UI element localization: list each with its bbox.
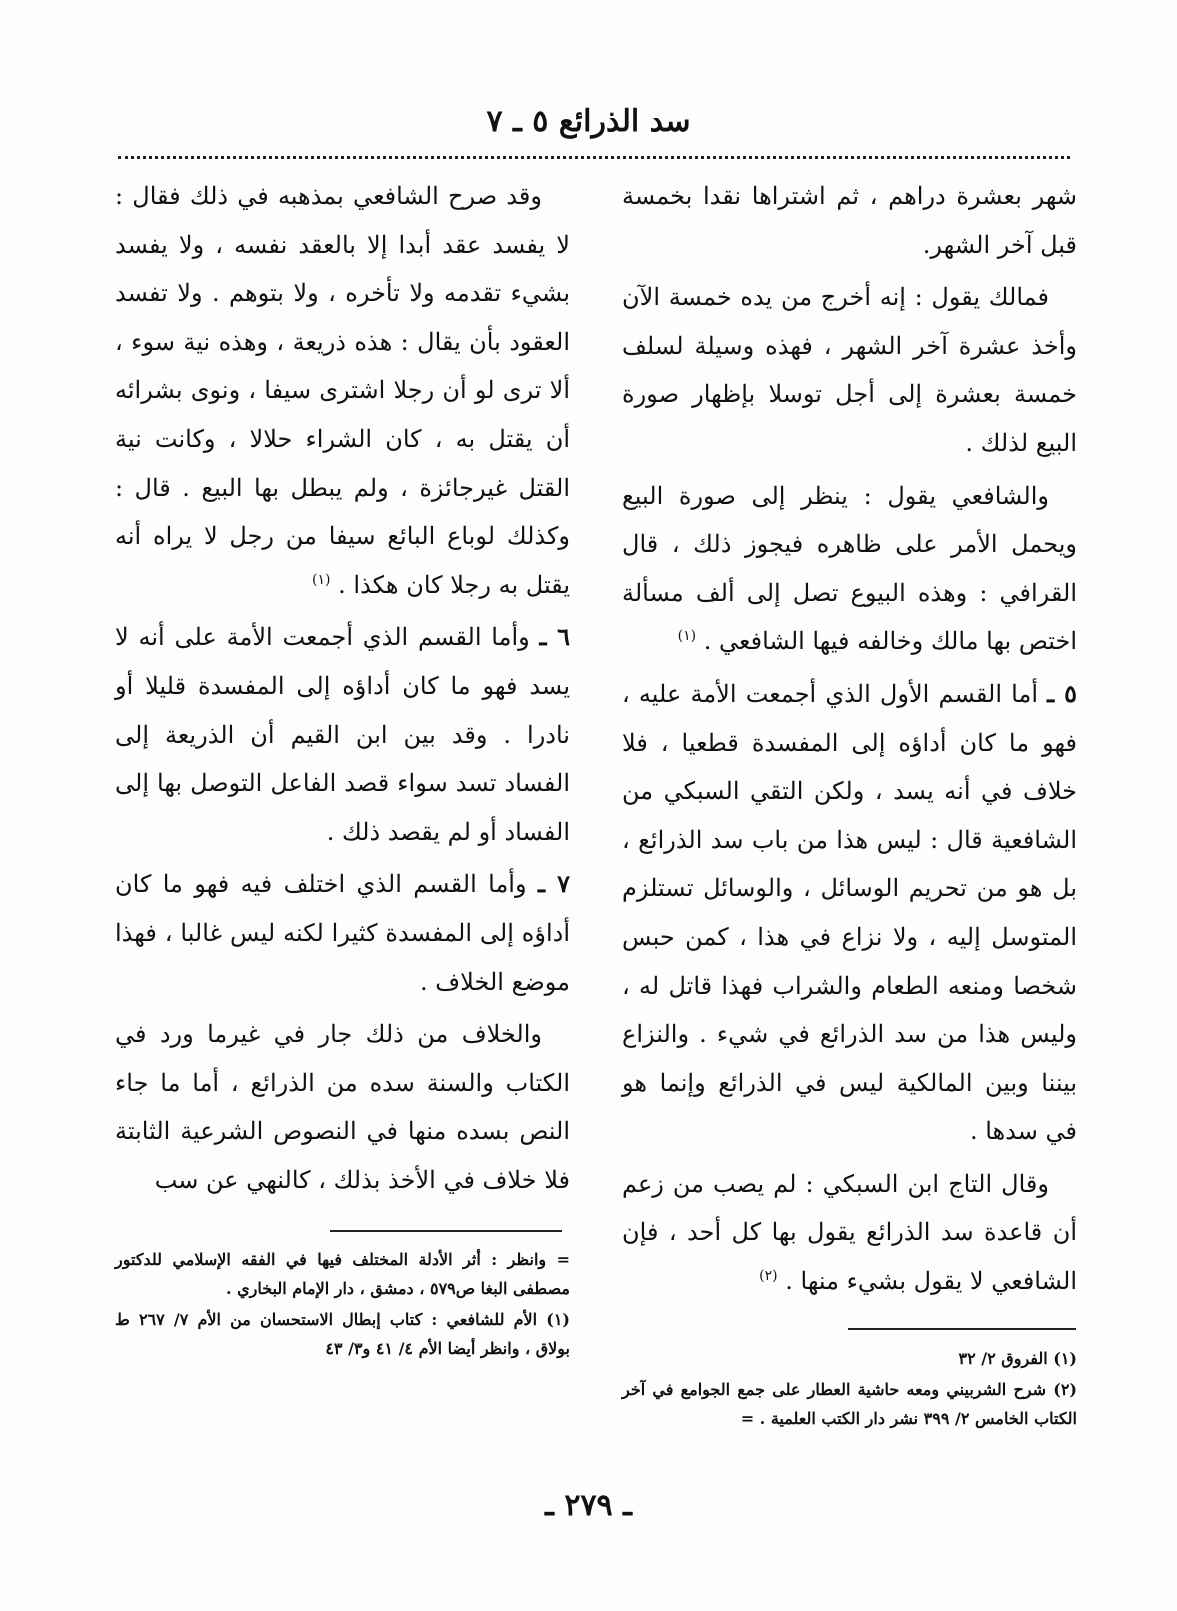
right-paragraph-5	[622, 1160, 1077, 1306]
section-number-7: ٧ ـ	[537, 869, 571, 899]
page-number: ـ ٢٧٩ ـ	[545, 1488, 632, 1523]
left-paragraph-4: والخلاف من ذلك جار في غيرما ورد في الكتاب والسنة سده من الذرائع ، أما ما جاء النص بسده منها في النصوص الشرعية الثابتة فلا خلاف في الأخذ بذلك ، كالنهي عن سب	[115, 1020, 570, 1194]
header-dotted-rule	[118, 156, 1070, 159]
left-text-column	[115, 172, 570, 1208]
right-paragraph-1: شهر بعشرة دراهم ، ثم اشتراها نقدا بخمسة قبل آخر الشهر.	[622, 182, 1077, 259]
right-paragraph-2: فمالك يقول : إنه أخرج من يده خمسة الآن وأخذ عشرة آخر الشهر ، فهذه وسيلة لسلف خمسة بعشرة إلى أجل توسلا بإظهار صورة البيع لذلك .	[622, 283, 1077, 457]
right-footnote-2: (٢) شرح الشربيني ومعه حاشية العطار على جمع الجوامع في آخر الكتاب الخامس ٢/ ٣٩٩ نشر دار الكتب العلمية . =	[622, 1380, 1077, 1428]
left-paragraph-2	[115, 613, 570, 856]
right-paragraph-4	[622, 670, 1077, 1156]
left-footnote-separator	[330, 1230, 562, 1232]
footnote-ref-1-right: (١)	[677, 628, 697, 645]
section-number-6: ٦ ـ	[539, 622, 571, 652]
footnote-ref-1-left: (١)	[312, 571, 331, 588]
right-paragraph-4-text: أما القسم الأول الذي أجمعت الأمة عليه ، فهو ما كان أداؤه إلى المفسدة قطعيا ، فلا خلاف في أنه يسد ، ولكن التقي السبكي من الشافعية قال : ليس هذا من باب سد الذرائع ، بل هو من تحريم الوسائل ، والوسائل تستلزم المتوسل إليه ، ولا نزاع في هذا ، كمن حبس شخصا ومنعه الطعام والشراب فهذا قاتل له ، وليس هذا من سد الذرائع في شيء . والنزاع بيننا وبين المالكية ليس في الذرائع وإنما هو في سدها .	[622, 679, 1077, 1146]
left-paragraph-1	[115, 172, 570, 609]
left-paragraph-3-text: وأما القسم الذي اختلف فيه فهو ما كان أداؤه إلى المفسدة كثيرا لكنه ليس غالبا ، فهذا موضع الخلاف .	[115, 870, 570, 996]
footnote-ref-2-right: (٢)	[759, 1268, 778, 1285]
left-paragraph-1-text: وقد صرح الشافعي بمذهبه في ذلك فقال : لا يفسد عقد أبدا إلا بالعقد نفسه ، ولا يفسد بشيء تقدمه ولا تأخره ، ولا بتوهم . ولا تفسد العقود بأن يقال : هذه ذريعة ، وهذه نية سوء ، ألا ترى لو أن رجلا اشترى سيفا ، ونوى بشرائه أن يقتل به ، كان الشراء حلالا ، وكانت نية القتل غيرجائزة ، ولم يبطل بها البيع . قال : وكذلك لوباع البائع سيفا من رجل لا يراه أنه يقتل به رجلا كان هكذا .	[115, 182, 570, 599]
section-number-5: ٥ ـ	[1047, 678, 1077, 708]
right-footnotes	[622, 1344, 1077, 1435]
right-footnote-1: (١) الفروق ٢/ ٣٢	[958, 1349, 1077, 1368]
right-paragraph-3-text: والشافعي يقول : ينظر إلى صورة البيع ويحمل الأمر على ظاهره فيجوز ذلك ، قال القرافي : وهذه البيوع تصل إلى ألف مسألة اختص بها مالك وخالفه فيها الشافعي .	[622, 481, 1077, 656]
right-footnote-separator	[848, 1328, 1076, 1330]
running-header-title: سد الذرائع ٥ ـ ٧	[486, 104, 691, 139]
right-paragraph-5-text: وقال التاج ابن السبكي : لم يصب من زعم أن قاعدة سد الذرائع يقول بها كل أحد ، فإن الشافعي لا يقول بشيء منها .	[622, 1169, 1077, 1296]
right-text-column	[622, 172, 1077, 1310]
left-footnote-1: (١) الأم للشافعي : كتاب إبطال الاستحسان من الأم ٧/ ٢٦٧ ط بولاق ، وانظر أيضا الأم ٤/ ٤١ و٣/ ٤٣	[115, 1310, 570, 1358]
right-paragraph-3	[622, 472, 1077, 666]
left-paragraph-2-text: وأما القسم الذي أجمعت الأمة على أنه لا يسد فهو ما كان أداؤه إلى المفسدة قليلا أو نادرا . وقد بين ابن القيم أن الذريعة إلى الفساد تسد سواء قصد الفاعل التوصل بها إلى الفساد أو لم يقصد ذلك .	[115, 623, 570, 846]
left-paragraph-3	[115, 860, 570, 1006]
left-footnotes	[115, 1245, 570, 1365]
left-footnote-continuation: = وانظر : أثر الأدلة المختلف فيها في الفقه الإسلامي للدكتور مصطفى البغا ص٥٧٩ ، دمشق ، دار الإمام البخاري .	[115, 1250, 570, 1298]
